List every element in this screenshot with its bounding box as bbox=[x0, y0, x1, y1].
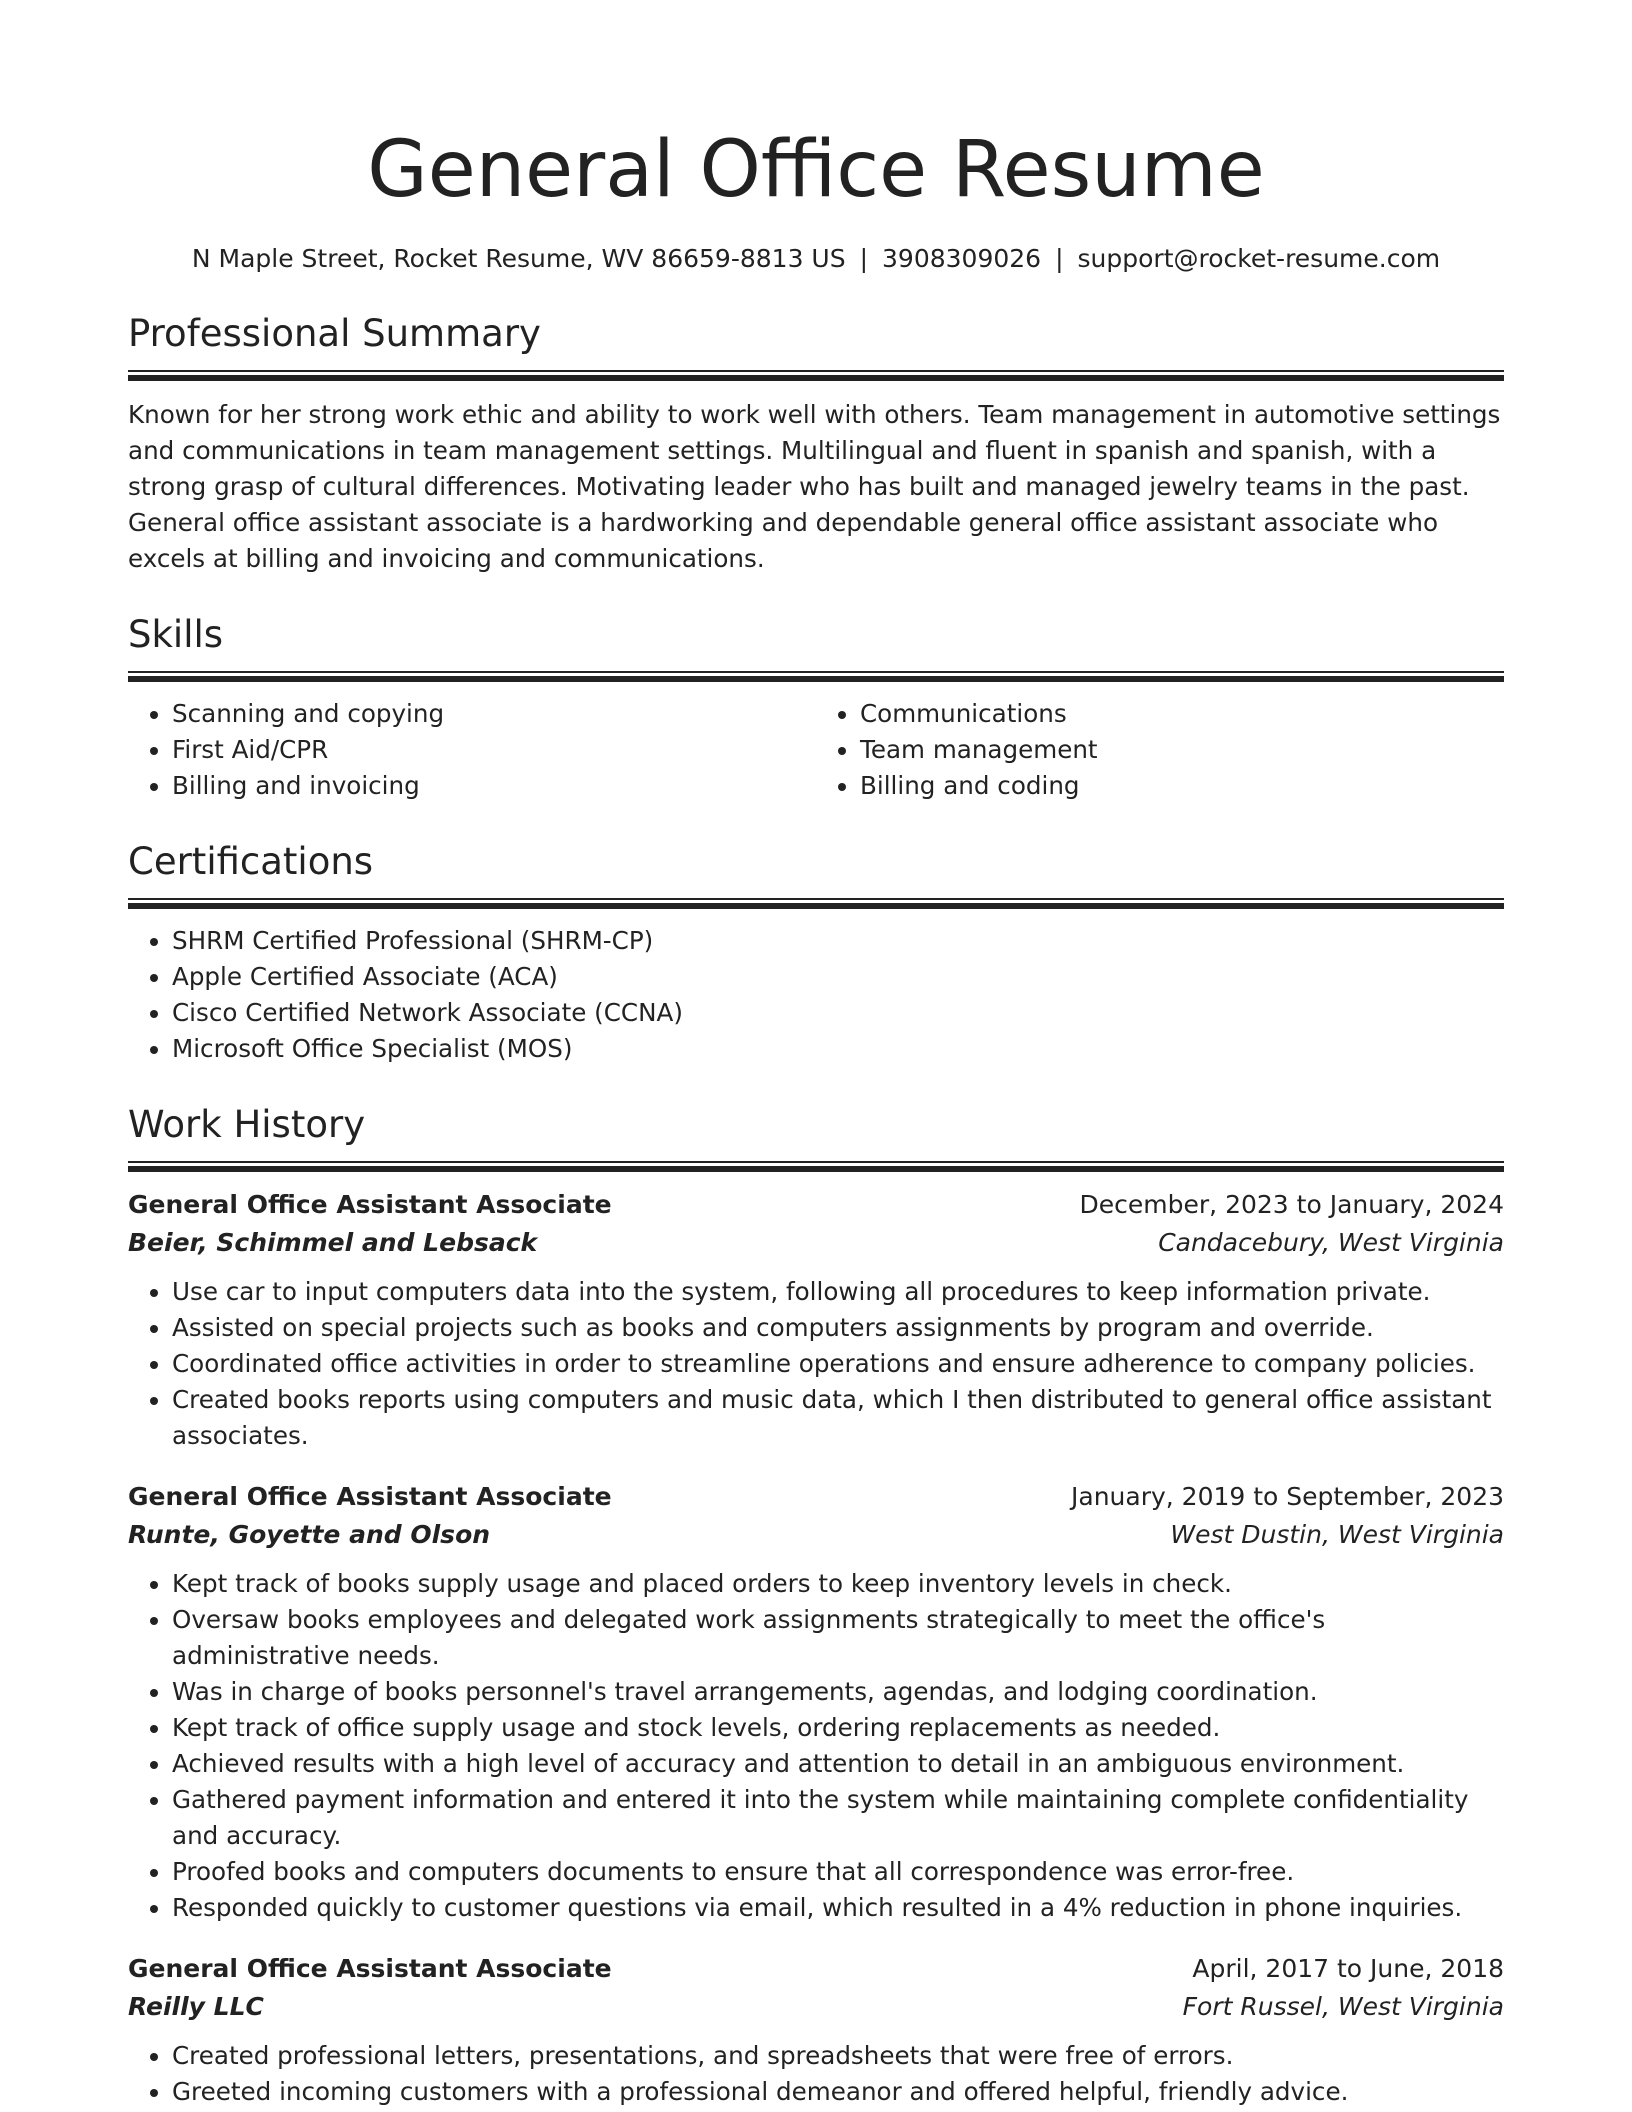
work-history-heading: Work History bbox=[128, 1103, 366, 1146]
job-bullet: • Created books reports using computers and music data, which I then distributed to general office assistant associates. bbox=[172, 1382, 1504, 1454]
certification-item: • Apple Certified Associate (ACA) bbox=[172, 959, 1504, 995]
summary-text: Known for her strong work ethic and ability to work well with others. Team management in automotive settings and communications in team management settings. Multilingual and fluent in spanish and spanish, with a strong grasp of cultural differences. Motivating leader who has built and managed jewelry teams in the past. General office assistant associate is a hardworking and dependable general office assistant associate who excels at billing and invoicing and communications. bbox=[128, 400, 1501, 573]
job-bullets bbox=[128, 2038, 1504, 2110]
job-bullets bbox=[128, 1274, 1504, 1454]
job-bullet: • Coordinated office activities in order to streamline operations and ensure adherence to company policies. bbox=[172, 1346, 1504, 1382]
job-bullet: • Responded quickly to customer questions via email, which resulted in a 4% reduction in phone inquiries. bbox=[172, 1890, 1504, 1926]
contact-phone: 3908309026 bbox=[882, 244, 1042, 273]
job-header-row bbox=[128, 1186, 1504, 1224]
certification-item: • Microsoft Office Specialist (MOS) bbox=[172, 1031, 1504, 1067]
skill-item: • Communications bbox=[860, 696, 1504, 732]
job-bullet: • Achieved results with a high level of accuracy and attention to detail in an ambiguous environment. bbox=[172, 1746, 1504, 1782]
job-company-row bbox=[128, 1224, 1504, 1262]
job-bullet: • Oversaw books employees and delegated work assignments strategically to meet the office's administrative needs. bbox=[172, 1602, 1504, 1674]
job-location: Fort Russel, West Virginia bbox=[1182, 1992, 1504, 2021]
skills-grid bbox=[128, 682, 1504, 804]
skills-section bbox=[128, 611, 1504, 804]
skill-item: • Scanning and copying bbox=[172, 696, 816, 732]
job-bullet: • Proofed books and computers documents to ensure that all correspondence was error-free. bbox=[172, 1854, 1504, 1890]
job-bullet: • Gathered payment information and entered it into the system while maintaining complete confidentiality and accuracy. bbox=[172, 1782, 1504, 1854]
job-company: Beier, Schimmel and Lebsack bbox=[128, 1228, 538, 1257]
job-location: West Dustin, West Virginia bbox=[1170, 1520, 1504, 1549]
job-bullet: • Was in charge of books personnel's travel arrangements, agendas, and lodging coordination. bbox=[172, 1674, 1504, 1710]
resume-title: General Office Resume bbox=[367, 125, 1265, 215]
summary-heading: Professional Summary bbox=[128, 312, 541, 355]
skills-list-left bbox=[128, 696, 816, 804]
section-divider bbox=[128, 370, 1504, 381]
job-company-row bbox=[128, 1988, 1504, 2026]
skills-list-right bbox=[816, 696, 1504, 804]
certification-item: • SHRM Certified Professional (SHRM-CP) bbox=[172, 923, 1504, 959]
job-title: General Office Assistant Associate bbox=[128, 1482, 612, 1511]
certifications-list bbox=[128, 923, 1504, 1067]
contact-address: N Maple Street, Rocket Resume, WV 86659-8813 US bbox=[191, 244, 846, 273]
job-company-row bbox=[128, 1516, 1504, 1554]
skills-heading: Skills bbox=[128, 613, 224, 656]
job-dates: April, 2017 to June, 2018 bbox=[1192, 1954, 1504, 1983]
job-entry bbox=[128, 1186, 1504, 1454]
job-location: Candacebury, West Virginia bbox=[1158, 1228, 1504, 1257]
summary-section bbox=[128, 310, 1504, 577]
section-divider bbox=[128, 1161, 1504, 1172]
job-bullets bbox=[128, 1566, 1504, 1926]
job-dates: January, 2019 to September, 2023 bbox=[1071, 1482, 1504, 1511]
job-bullet: • Greeted incoming customers with a professional demeanor and offered helpful, friendly advice. bbox=[172, 2074, 1504, 2110]
certification-item: • Cisco Certified Network Associate (CCNA) bbox=[172, 995, 1504, 1031]
job-title: General Office Assistant Associate bbox=[128, 1190, 612, 1219]
contact-email[interactable]: support@rocket-resume.com bbox=[1077, 244, 1441, 273]
job-bullet: • Created professional letters, presentations, and spreadsheets that were free of errors. bbox=[172, 2038, 1504, 2074]
skill-item: • Billing and coding bbox=[860, 768, 1504, 804]
job-company: Runte, Goyette and Olson bbox=[128, 1520, 491, 1549]
job-company: Reilly LLC bbox=[128, 1992, 264, 2021]
certifications-section bbox=[128, 838, 1504, 1067]
contact-line bbox=[128, 242, 1504, 276]
job-bullet: • Kept track of office supply usage and stock levels, ordering replacements as needed. bbox=[172, 1710, 1504, 1746]
job-bullet: • Use car to input computers data into the system, following all procedures to keep information private. bbox=[172, 1274, 1504, 1310]
certifications-heading: Certifications bbox=[128, 840, 374, 883]
work-history-section bbox=[128, 1101, 1504, 2110]
section-divider bbox=[128, 898, 1504, 909]
skill-item: • Team management bbox=[860, 732, 1504, 768]
job-entry bbox=[128, 1950, 1504, 2110]
job-entry bbox=[128, 1478, 1504, 1926]
job-header-row bbox=[128, 1478, 1504, 1516]
section-divider bbox=[128, 671, 1504, 682]
job-title: General Office Assistant Associate bbox=[128, 1954, 612, 1983]
contact-separator: | bbox=[859, 244, 869, 273]
job-header-row bbox=[128, 1950, 1504, 1988]
job-bullet: • Kept track of books supply usage and placed orders to keep inventory levels in check. bbox=[172, 1566, 1504, 1602]
skill-item: • First Aid/CPR bbox=[172, 732, 816, 768]
job-bullet: • Assisted on special projects such as books and computers assignments by program and override. bbox=[172, 1310, 1504, 1346]
job-dates: December, 2023 to January, 2024 bbox=[1079, 1190, 1504, 1219]
contact-separator: | bbox=[1055, 244, 1064, 273]
skill-item: • Billing and invoicing bbox=[172, 768, 816, 804]
